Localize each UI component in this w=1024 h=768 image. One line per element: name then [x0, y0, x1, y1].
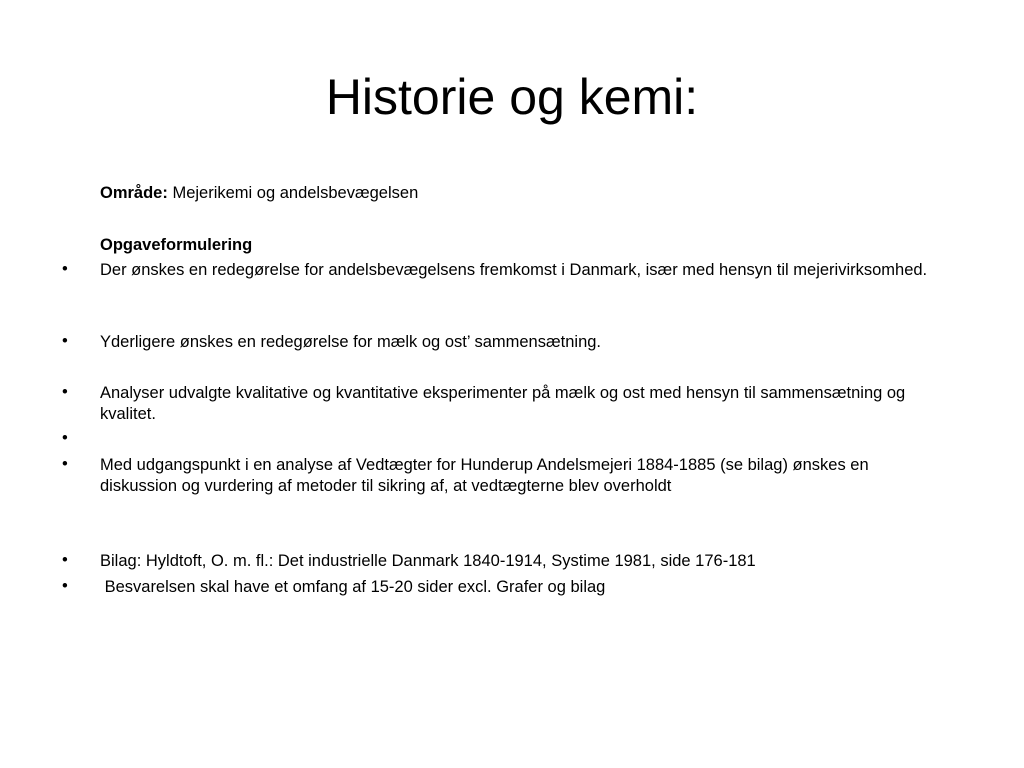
area-label: Område: [100, 184, 168, 202]
area-value: Mejerikemi og andelsbevægelsen [167, 184, 419, 202]
bullet-marker: • [62, 551, 68, 569]
list-item: Analyser udvalgte kvalitative og kvantitative eksperimenter på mælk og ost med hensyn til sammensætning og kvalitet. [100, 384, 906, 423]
list-item: Bilag: Hyldtoft, O. m. fl.: Det industrielle Danmark 1840-1914, Systime 1981, side 176-181 [100, 552, 756, 570]
bullet-marker: • [62, 455, 68, 473]
list-item: Med udgangspunkt i en analyse af Vedtægter for Hunderup Andelsmejeri 1884-1885 (se bilag) ønskes en diskussion og vurdering af metoder til sikring af, at vedtægterne blev overholdt [100, 456, 869, 495]
list-item: Yderligere ønskes en redegørelse for mælk og ost’ sammensætning. [100, 333, 602, 351]
task-heading: Opgaveformulering [100, 236, 253, 254]
list-item: Der ønskes en redegørelse for andelsbevægelsens fremkomst i Danmark, især med hensyn til mejerivirksomhed. [100, 261, 928, 279]
area-line [100, 183, 930, 204]
bullet-marker: • [62, 577, 68, 595]
bullet-marker: • [62, 332, 68, 350]
bullet-marker: • [62, 429, 68, 447]
list-item: Besvarelsen skal have et omfang af 15-20 sider excl. Grafer og bilag [100, 578, 606, 596]
bullet-marker: • [62, 260, 68, 278]
slide-title: Historie og kemi: [325, 69, 699, 125]
bullet-marker: • [62, 383, 68, 401]
